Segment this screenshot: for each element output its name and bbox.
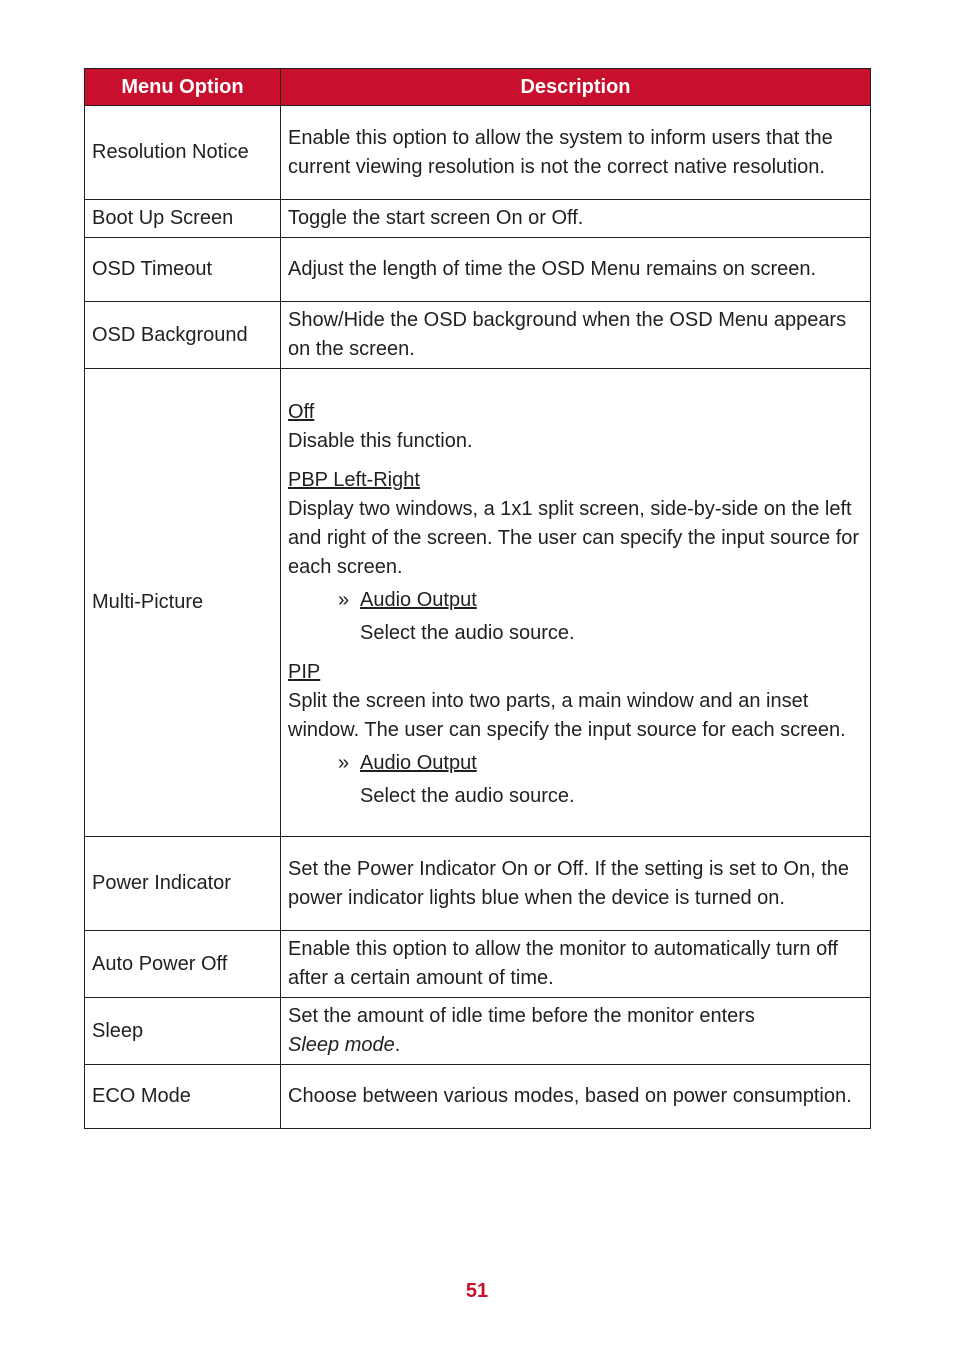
bullet-text: Select the audio source. <box>360 785 575 807</box>
sub-option-text: Split the screen into two parts, a main window and an inset window. The user can specify the input source for each screen. <box>288 690 846 741</box>
option-cell: Power Indicator <box>85 837 281 931</box>
table-row <box>85 238 871 302</box>
description-text: Set the amount of idle time before the monitor enters <box>288 1005 755 1027</box>
description-cell: Choose between various modes, based on power consumption. <box>281 1065 871 1129</box>
page-number: 51 <box>465 1280 489 1302</box>
option-cell: Resolution Notice <box>85 106 281 200</box>
double-chevron-icon <box>338 586 360 615</box>
bullet-item <box>338 749 864 778</box>
description-cell: Enable this option to allow the system to inform users that the current viewing resolution is not the correct native resolution. <box>281 106 871 200</box>
menu-options-table <box>84 68 871 1129</box>
description-cell: Enable this option to allow the monitor to automatically turn off after a certain amount of time. <box>281 931 871 998</box>
option-cell: Auto Power Off <box>85 931 281 998</box>
description-cell: Set the Power Indicator On or Off. If the setting is set to On, the power indicator lights blue when the device is turned on. <box>281 837 871 931</box>
table-row <box>85 200 871 238</box>
sub-option-title: PBP Left-Right <box>288 469 420 491</box>
sub-option-pip <box>288 658 864 811</box>
description-cell <box>281 369 871 837</box>
sub-option-pbp <box>288 466 864 648</box>
bullet-title: Audio Output <box>360 752 477 774</box>
table-row <box>85 369 871 837</box>
description-italic: Sleep mode <box>288 1034 395 1056</box>
bullet-item <box>338 586 864 615</box>
option-cell: Sleep <box>85 998 281 1065</box>
description-cell: Adjust the length of time the OSD Menu remains on screen. <box>281 238 871 302</box>
option-cell: ECO Mode <box>85 1065 281 1129</box>
sub-option-text: Disable this function. <box>288 430 473 452</box>
option-cell: Multi-Picture <box>85 369 281 837</box>
double-chevron-icon <box>338 749 360 778</box>
description-cell: Show/Hide the OSD background when the OSD Menu appears on the screen. <box>281 302 871 369</box>
header-description: Description <box>281 69 871 106</box>
table-row <box>85 302 871 369</box>
table-row <box>85 1065 871 1129</box>
bullet-text: Select the audio source. <box>360 622 575 644</box>
description-cell <box>281 998 871 1065</box>
option-cell: OSD Timeout <box>85 238 281 302</box>
sub-option-title: PIP <box>288 661 321 683</box>
option-cell: OSD Background <box>85 302 281 369</box>
bullet-title: Audio Output <box>360 589 477 611</box>
table-row <box>85 931 871 998</box>
option-cell: Boot Up Screen <box>85 200 281 238</box>
sub-option-title: Off <box>288 401 315 423</box>
table-row <box>85 106 871 200</box>
table-row <box>85 998 871 1065</box>
table-header-row <box>85 69 871 106</box>
description-cell: Toggle the start screen On or Off. <box>281 200 871 238</box>
sub-option-text: Display two windows, a 1x1 split screen, side-by-side on the left and right of the screen. The user can specify the input source for each screen. <box>288 498 860 578</box>
description-end: . <box>394 1034 401 1056</box>
table-row <box>85 837 871 931</box>
sub-option-off <box>288 398 864 456</box>
header-menu-option: Menu Option <box>85 69 281 106</box>
